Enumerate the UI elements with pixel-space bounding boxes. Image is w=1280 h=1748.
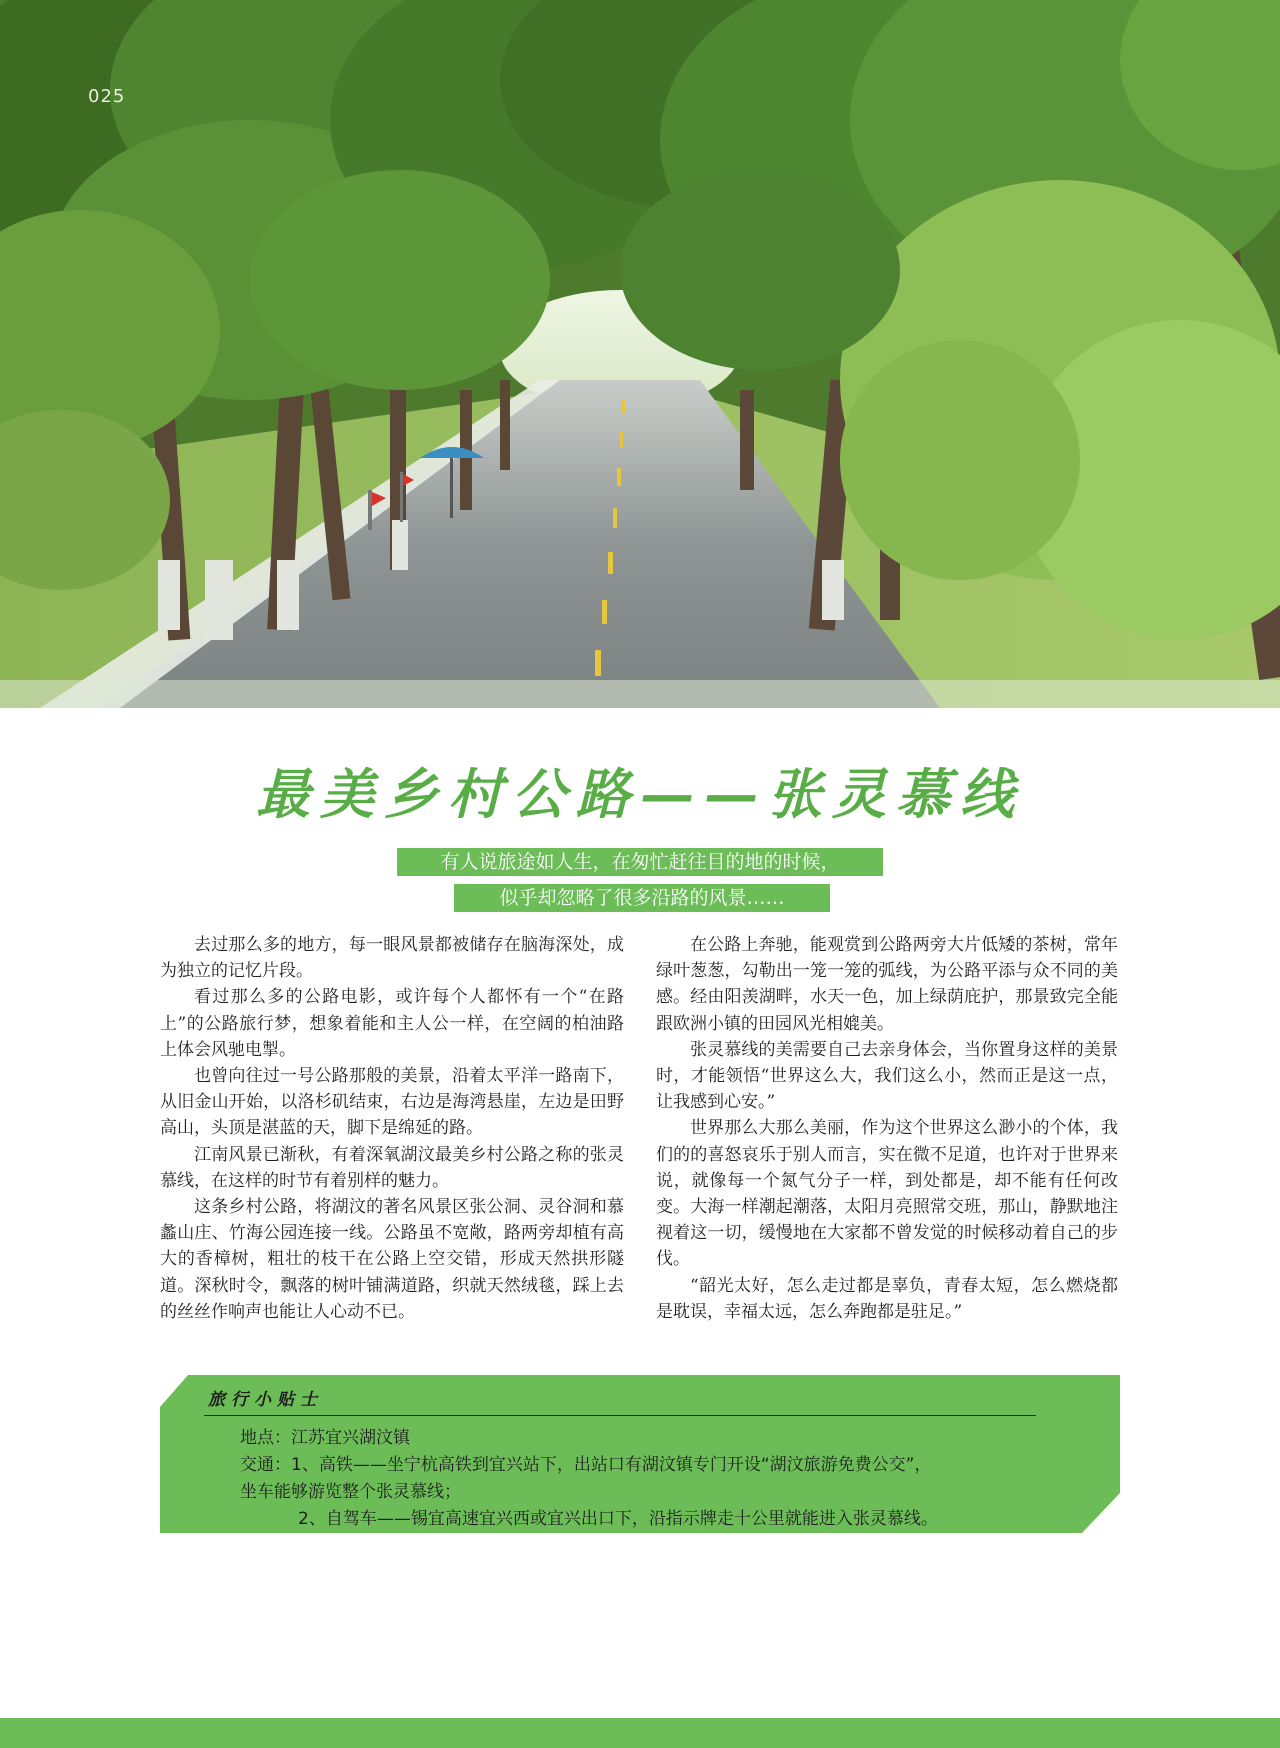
paragraph: 也曾向往过一号公路那般的美景，沿着太平洋一路南下，从旧金山开始，以洛杉矶结束，右边是海湾悬崖，左边是田野高山，头顶是湛蓝的天，脚下是绵延的路。 xyxy=(160,1066,624,1139)
paragraph: 张灵慕线的美需要自己去亲身体会，当你置身这样的美景时，才能领悟“世界这么大，我们这么小，然而正是这一点，让我感到心安。” xyxy=(656,1039,1118,1113)
subtitle-line-1: 有人说旅途如人生，在匆忙赶往目的地的时候， xyxy=(397,848,883,876)
paragraph: 看过那么多的公路电影，或许每个人都怀有一个“在路上”的公路旅行梦，想象着能和主人公一样，在空阔的柏油路上体会风驰电掣。 xyxy=(160,987,624,1060)
footer-bar xyxy=(0,1718,1280,1748)
hero-photo xyxy=(0,0,1280,708)
tips-location-row xyxy=(240,1425,1040,1452)
transport-line-3: 2、自驾车——锡宜高速宜兴西或宜兴出口下，沿指示牌走十公里就能进入张灵慕线。 xyxy=(298,1509,938,1529)
paragraph: “韶光太好，怎么走过都是辜负，青春太短，怎么燃烧都是耽误，幸福太远，怎么奔跑都是驻足。” xyxy=(656,1275,1118,1322)
location-value: ：江苏宜兴湖汶镇 xyxy=(274,1428,410,1448)
transport-line-2: 坐车能够游览整个张灵慕线； xyxy=(240,1482,461,1502)
travel-tips-box xyxy=(160,1375,1120,1533)
tips-heading: 旅行小贴士 xyxy=(208,1390,323,1410)
transport-line-1: ：1、高铁——坐宁杭高铁到宜兴站下，出站口有湖汶镇专门开设“湖汶旅游免费公交”， xyxy=(274,1455,932,1475)
paragraph: 江南风景已渐秋，有着深氧湖汶最美乡村公路之称的张灵慕线，在这样的时节有着别样的魅力。 xyxy=(160,1144,624,1191)
paragraph: 这条乡村公路，将湖汶的著名风景区张公洞、灵谷洞和慕蠡山庄、竹海公园连接一线。公路虽不宽敞，路两旁却植有高大的香樟树，粗壮的枝干在公路上空交错，形成天然拱形隧道。深秋时令，飘落的树叶铺满道路，织就天然绒毯，踩上去的丝丝作响声也能让人心动不已。 xyxy=(160,1197,624,1322)
location-label: 地点 xyxy=(240,1428,274,1448)
page-number: 025 xyxy=(88,86,126,107)
left-text-column xyxy=(160,932,624,1325)
paragraph: 世界那么大那么美丽，作为这个世界这么渺小的个体，我们的的喜怒哀乐于别人而言，实在微不足道，也许对于世界来说，就像每一个氮气分子一样，到处都是，却不能有任何改变。大海一样潮起潮落，太阳月亮照常交班，那山，静默地注视着这一切，缓慢地在大家都不曾发觉的时候移动着自己的步伐。 xyxy=(656,1118,1118,1270)
tree-tunnel-road-image xyxy=(0,0,1280,708)
right-text-column xyxy=(656,932,1118,1325)
tips-transport-row xyxy=(240,1452,1040,1479)
tips-divider xyxy=(204,1415,1036,1416)
tips-body xyxy=(240,1425,1040,1533)
subtitle-line-2: 似乎却忽略了很多沿路的风景…… xyxy=(454,884,830,912)
transport-label: 交通 xyxy=(240,1455,274,1475)
paragraph: 去过那么多的地方，每一眼风景都被储存在脑海深处，成为独立的记忆片段。 xyxy=(160,935,624,982)
article-title: 最美乡村公路——张灵慕线 xyxy=(256,762,1024,826)
paragraph: 在公路上奔驰，能观赏到公路两旁大片低矮的茶树，常年绿叶葱葱，勾勒出一笼一笼的弧线，为公路平添与众不同的美感。经由阳羡湖畔，水天一色，加上绿荫庇护，那景致完全能跟欧洲小镇的田园风光相媲美。 xyxy=(656,935,1118,1034)
